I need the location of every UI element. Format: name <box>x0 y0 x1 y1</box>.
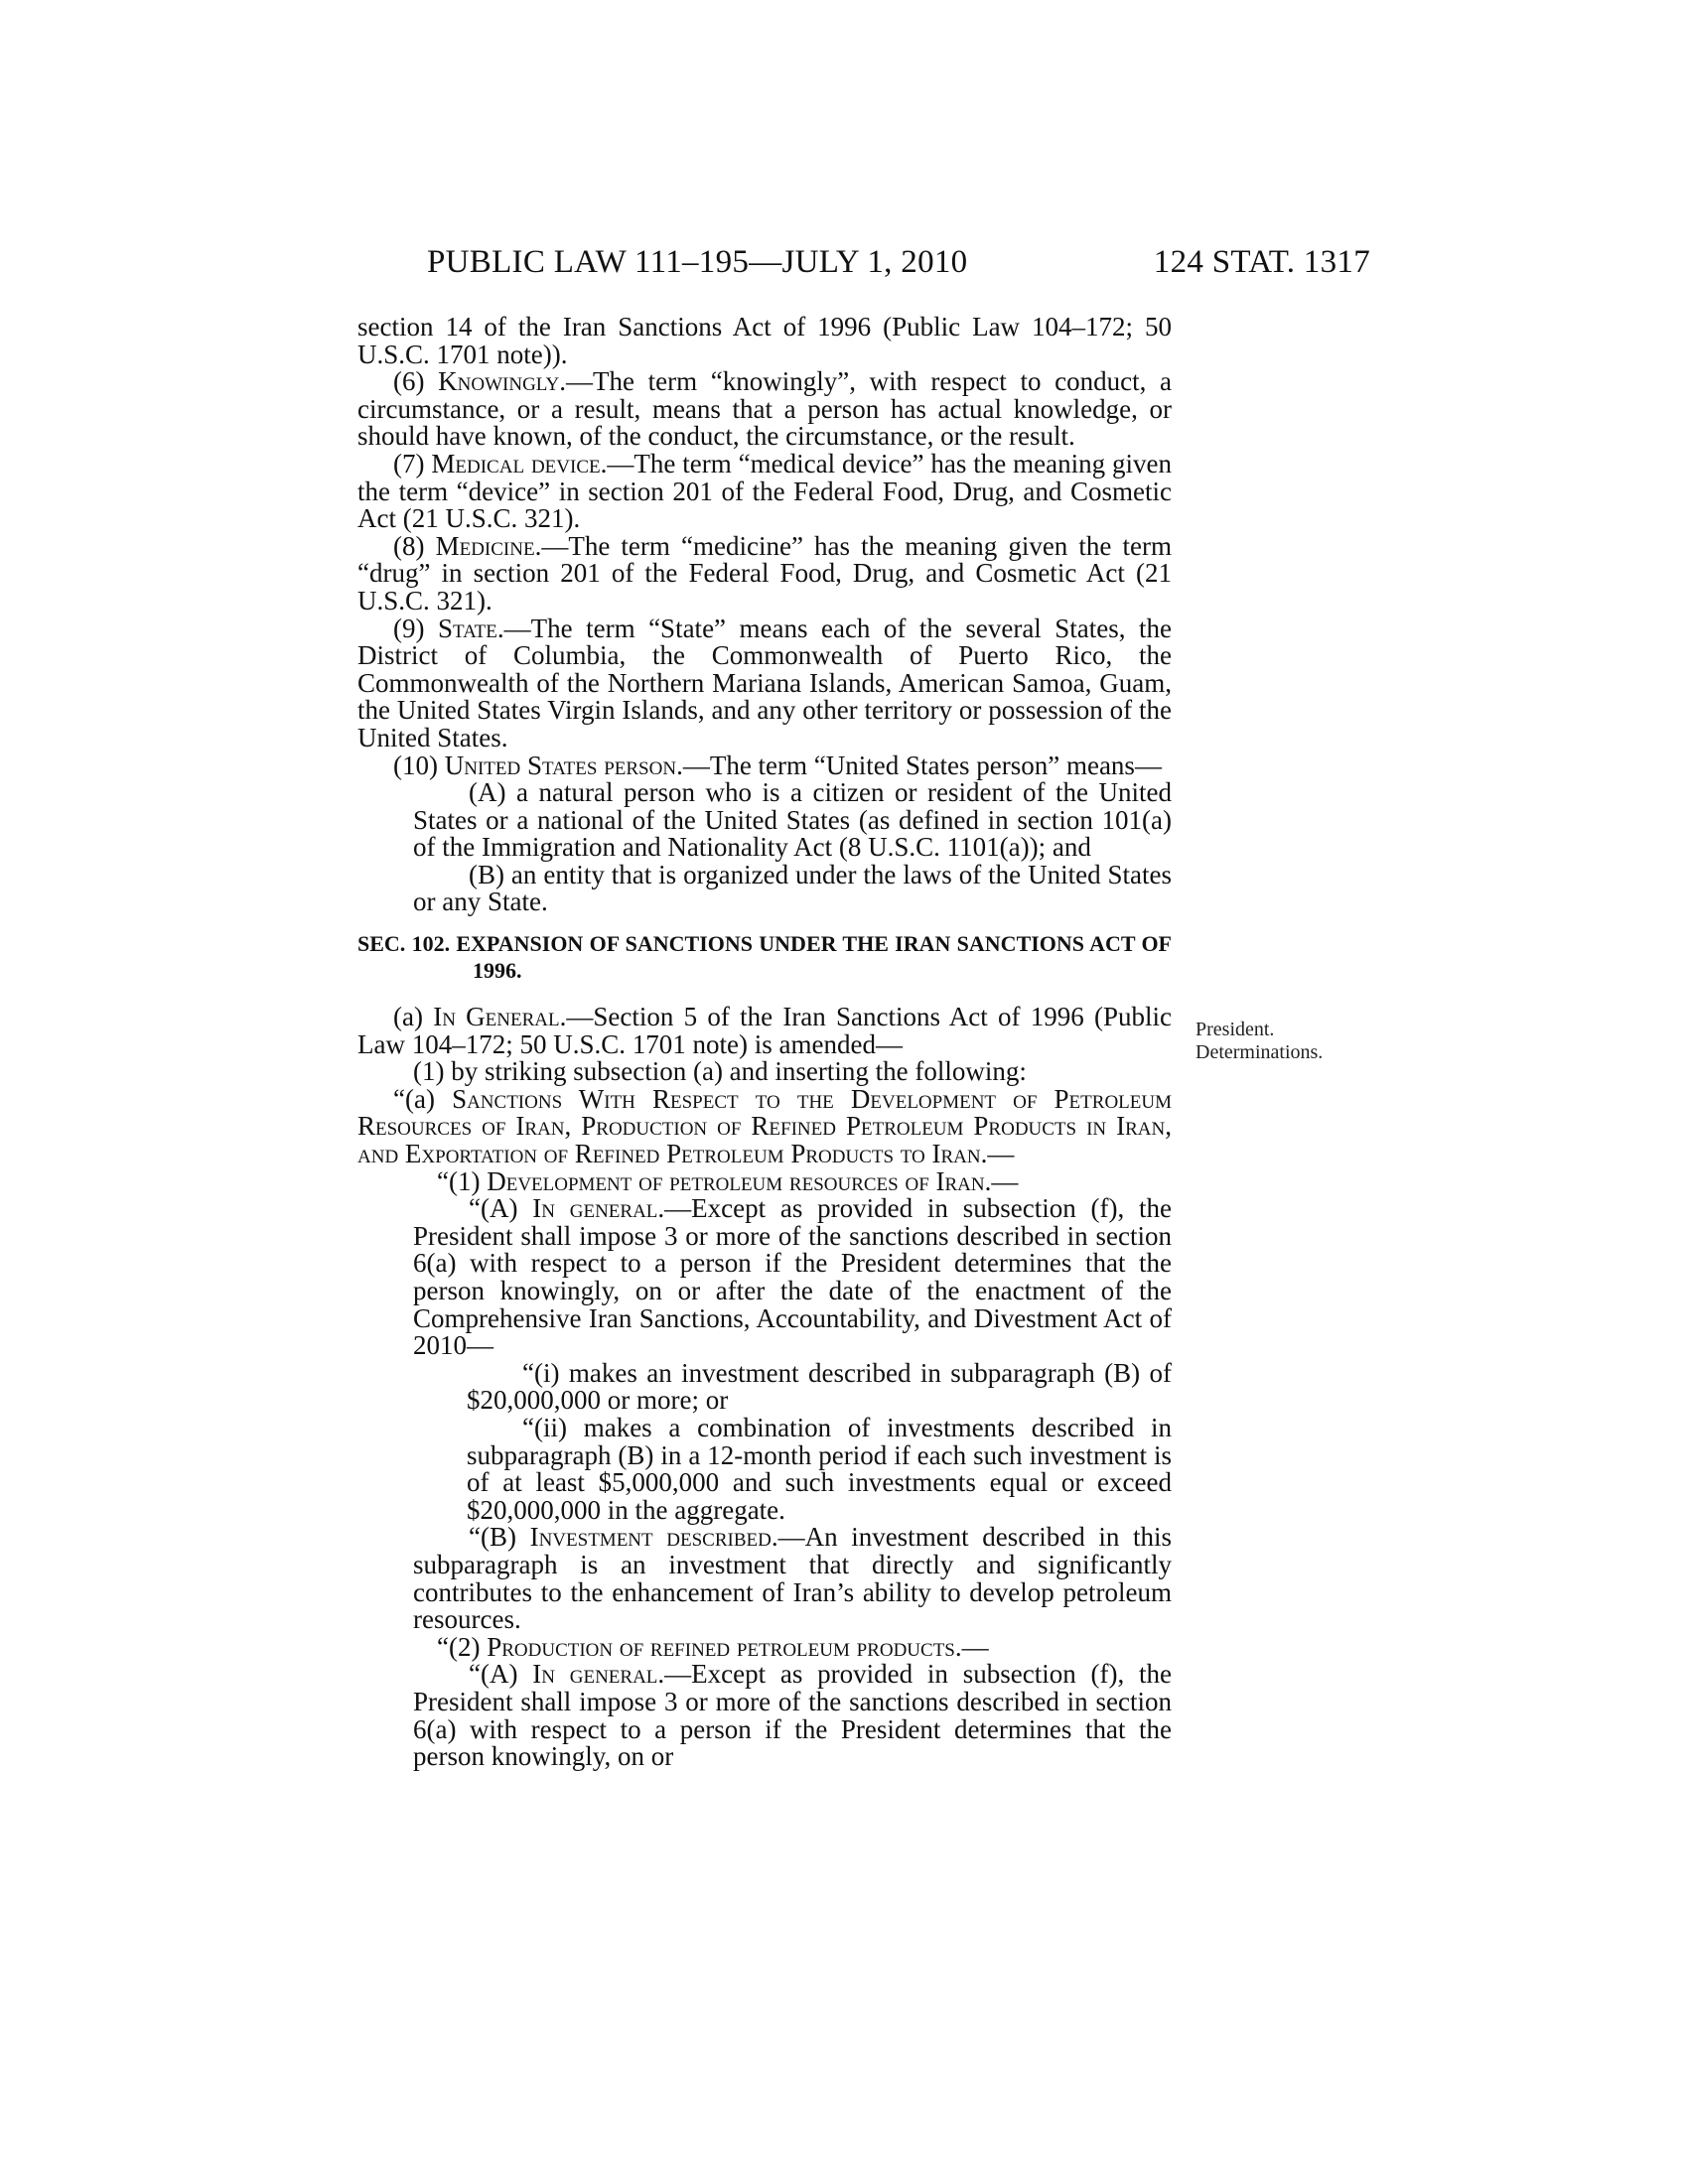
subparagraph-number: “(A) <box>469 1659 533 1690</box>
subparagraph-text: .—Except as provided in subsection (f), the President shall impose 3 or more of the sanctions described in section 6(a) with respect to a person if the President determines that the person knowingly, on or after the date of the enactment of the Comprehensive Iran Sanctions, Accountability, and Divestment Act of 2010— <box>413 1193 1172 1361</box>
definition-medicine <box>357 530 1172 615</box>
subparagraph-number: “(B) <box>469 1522 530 1553</box>
heading-dash: .— <box>980 1139 1015 1169</box>
subsection-text: .—Section 5 of the Iran Sanctions Act of 1996 (Public Law 104–172; 50 U.S.C. 1701 note) is amended— <box>357 1002 1173 1059</box>
subsection-a-in-general <box>357 1004 1172 1058</box>
quoted-subparagraph-1a <box>357 1195 1172 1360</box>
defined-term: Medicine <box>435 530 535 561</box>
margin-note-president: President. <box>1196 1019 1275 1040</box>
subparagraph-a: (A) a natural person who is a citizen or resident of the United States or a national of the United States (as defined in section 101(a) of the Immigration and Nationality Act (8 U.S.C. 1101(a)); and <box>413 777 1172 863</box>
paragraph-heading: Production of refined petroleum products <box>487 1631 955 1662</box>
defined-term: Knowingly <box>438 366 560 397</box>
subparagraph-b: (B) an entity that is organized under the laws of the United States or any State. <box>413 859 1172 917</box>
margin-note-determinations: Determinations. <box>1196 1041 1324 1063</box>
paragraph-number: (7) <box>393 448 432 478</box>
paragraph-number: “(2) <box>437 1631 488 1662</box>
quoted-paragraph-2 <box>357 1631 1172 1662</box>
paragraph-number: (6) <box>393 366 439 397</box>
defined-term: United States person <box>444 750 677 780</box>
statute-citation: 124 STAT. 1317 <box>1153 244 1370 280</box>
definition-text: .—The term “State” means each of the several States, the District of Columbia, the Commonwealth of Puerto Rico, the Commonwealth of the Northern Mariana Islands, American Samoa, Guam, the United States Virgin Islands, and any other territory or possession of the United States. <box>357 613 1172 752</box>
paragraph-continuation: section 14 of the Iran Sanctions Act of 1996 (Public Law 104–172; 50 U.S.C. 1701 note)). <box>357 312 1172 369</box>
page-header <box>427 244 1370 294</box>
margin-notes <box>1196 1019 1323 1064</box>
quoted-subsection-a <box>357 1083 1172 1169</box>
definition-text: .—The term “medical device” has the meaning given the term “device” in section 201 of the Federal Food, Drug, and Cosmetic Act (21 U.S.C. 321). <box>357 448 1172 534</box>
running-title: PUBLIC LAW 111–195—JULY 1, 2010 <box>427 244 968 280</box>
definition-state <box>357 615 1172 752</box>
definition-knowingly <box>357 368 1172 451</box>
defined-term: Medical device <box>431 448 601 478</box>
quoted-subparagraph-2a <box>357 1661 1172 1770</box>
subparagraph-heading: In general <box>532 1659 658 1690</box>
paragraph-number: “(1) <box>437 1165 488 1196</box>
definition-medical-device <box>357 448 1172 534</box>
subsection-heading: Sanctions With Respect to the Development of Petroleum Resources of Iran, Production of Refined Petroleum Products in Iran, and Exportation of Refined Petroleum Products to Iran <box>357 1083 1172 1169</box>
definition-text: .—The term “United States person” means— <box>676 750 1162 780</box>
paragraph-number: (10) <box>393 750 445 780</box>
definition-united-states-person <box>357 752 1172 780</box>
section-heading: SEC. 102. EXPANSION OF SANCTIONS UNDER THE IRAN SANCTIONS ACT OF 1996. <box>357 931 1172 984</box>
quoted-clause-1ai: “(i) makes an investment described in subparagraph (B) of $20,000,000 or more; or <box>467 1357 1172 1416</box>
subsection-heading: In General <box>433 1002 560 1032</box>
subparagraph-number: “(A) <box>469 1193 533 1224</box>
paragraph-number: (8) <box>393 530 436 561</box>
definition-text: .—The term “knowingly”, with respect to conduct, a circumstance, or a result, means that a person has actual knowledge, or should have known, of the conduct, the circumstance, or the result. <box>357 366 1172 452</box>
paragraph-number: (9) <box>393 613 438 643</box>
amendment-1: (1) by striking subsection (a) and inserting the following: <box>413 1056 1027 1087</box>
paragraph-heading: Development of petroleum resources of Iran <box>487 1165 985 1196</box>
subparagraph-heading: In general <box>532 1193 658 1224</box>
definition-text: .—The term “medicine” has the meaning given the term “drug” in section 201 of the Federal Food, Drug, and Cosmetic Act (21 U.S.C. 321). <box>357 530 1172 615</box>
quoted-clause-1aii: “(ii) makes a combination of investments described in subparagraph (B) in a 12-month period if each such investment is of at least $5,000,000 and such investments equal or exceed $20,000,000 in the aggregate. <box>467 1412 1172 1525</box>
subsection-number: (a) <box>393 1002 434 1032</box>
document-body <box>357 314 1172 1771</box>
quoted-paragraph-1 <box>357 1165 1172 1196</box>
heading-dash: .— <box>954 1631 989 1662</box>
heading-dash: .— <box>984 1165 1019 1196</box>
subparagraph-text: .—An investment described in this subparagraph is an investment that directly and significantly contributes to the enhancement of Iran’s ability to develop petroleum resources. <box>413 1522 1172 1635</box>
subsection-number: “(a) <box>393 1083 453 1114</box>
subparagraph-heading: Investment described <box>529 1522 772 1553</box>
quoted-subparagraph-1b <box>357 1524 1172 1633</box>
subparagraph-text: .—Except as provided in subsection (f), the President shall impose 3 or more of the sanctions described in section 6(a) with respect to a person if the President determines that the person knowingly, on or <box>413 1659 1172 1772</box>
defined-term: State <box>437 613 497 643</box>
